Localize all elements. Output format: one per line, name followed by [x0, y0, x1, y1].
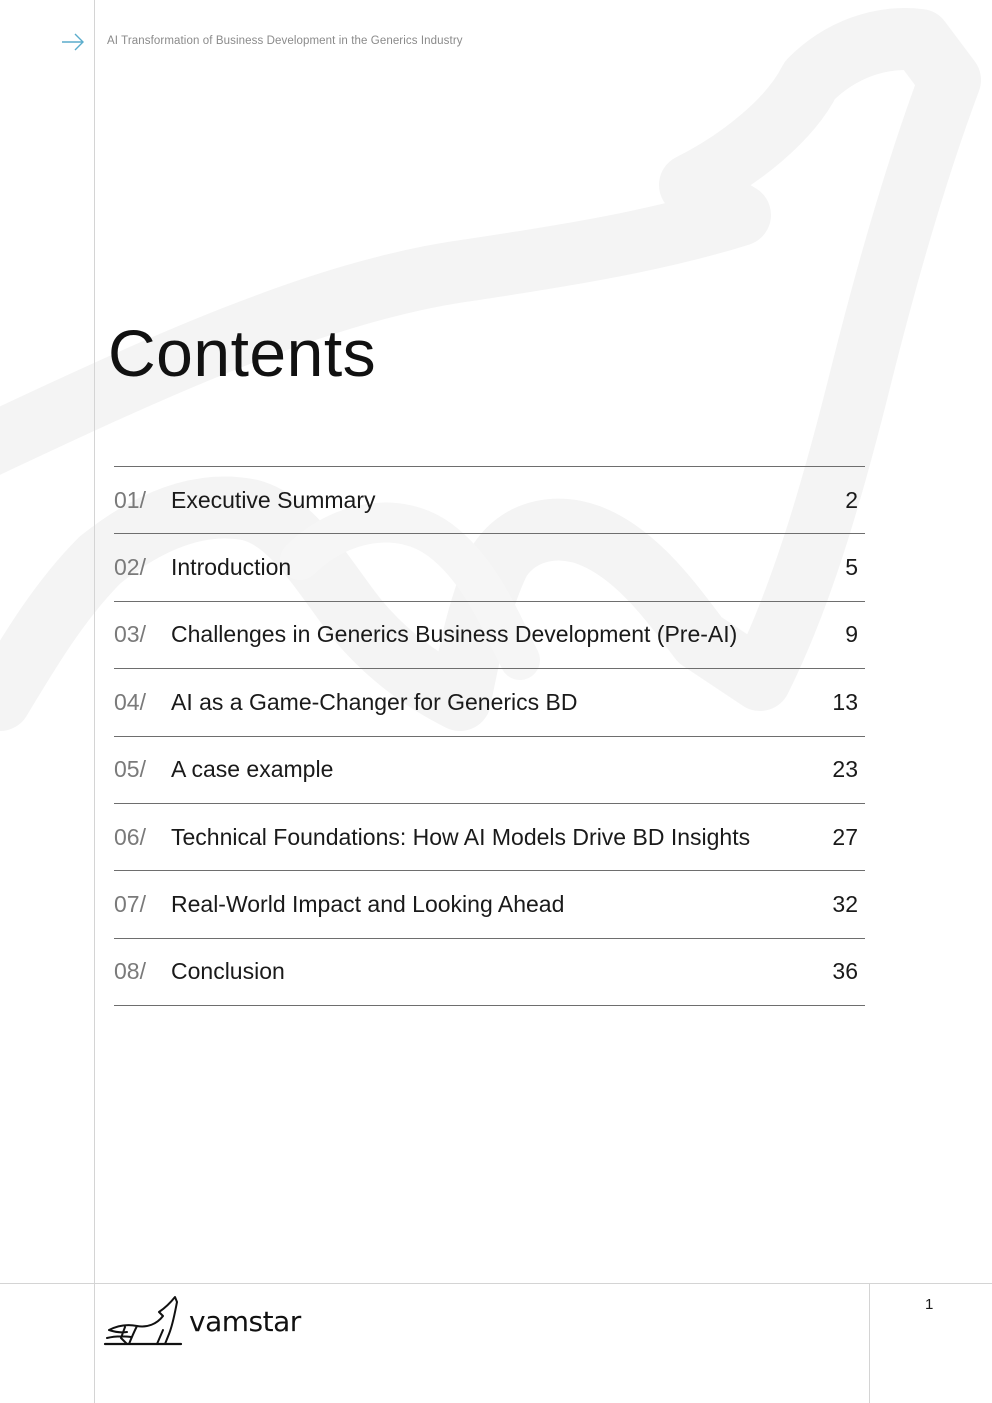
table-of-contents: [114, 466, 865, 1006]
toc-entry-page: 13: [832, 688, 858, 715]
page-number: 1: [925, 1296, 934, 1313]
toc-entry-title: Challenges in Generics Business Development (Pre-AI): [171, 621, 738, 648]
toc-entry-title: A case example: [171, 756, 334, 783]
document-title: AI Transformation of Business Development in the Generics Industry: [107, 35, 463, 47]
toc-entry-number: 05/: [114, 756, 146, 783]
toc-entry-02[interactable]: [114, 534, 865, 601]
toc-entry-08[interactable]: [114, 939, 865, 1006]
toc-entry-number: 06/: [114, 823, 146, 850]
toc-entry-title: Real-World Impact and Looking Ahead: [171, 891, 565, 918]
toc-entry-01[interactable]: [114, 467, 865, 534]
toc-entry-page: 2: [845, 486, 858, 513]
brand-name: vamstar: [189, 1304, 301, 1338]
toc-entry-title: Executive Summary: [171, 486, 376, 513]
page-title: Contents: [108, 316, 377, 390]
toc-entry-page: 36: [832, 958, 858, 985]
toc-entry-number: 03/: [114, 621, 146, 648]
wolf-logo-icon: [103, 1294, 183, 1348]
toc-entry-05[interactable]: [114, 737, 865, 804]
left-margin-rule: [94, 0, 95, 1403]
toc-entry-number: 07/: [114, 891, 146, 918]
toc-entry-page: 27: [832, 823, 858, 850]
running-header: [60, 30, 463, 54]
toc-entry-number: 08/: [114, 958, 146, 985]
toc-entry-title: Technical Foundations: How AI Models Drive BD Insights: [171, 823, 751, 850]
toc-entry-title: AI as a Game-Changer for Generics BD: [171, 688, 578, 715]
toc-entry-number: 04/: [114, 688, 146, 715]
toc-entry-page: 5: [845, 554, 858, 581]
toc-entry-page: 9: [845, 621, 858, 648]
toc-entry-page: 23: [832, 756, 858, 783]
footer-divider: [869, 1283, 870, 1403]
toc-entry-07[interactable]: [114, 871, 865, 938]
brand-logo: [103, 1294, 301, 1348]
toc-entry-title: Introduction: [171, 554, 292, 581]
toc-entry-title: Conclusion: [171, 958, 285, 985]
arrow-right-icon: [60, 30, 86, 54]
toc-entry-03[interactable]: [114, 602, 865, 669]
toc-entry-06[interactable]: [114, 804, 865, 871]
toc-entry-04[interactable]: [114, 669, 865, 736]
toc-entry-number: 01/: [114, 486, 146, 513]
toc-entry-number: 02/: [114, 554, 146, 581]
toc-entry-page: 32: [832, 891, 858, 918]
footer-rule: [0, 1283, 992, 1284]
